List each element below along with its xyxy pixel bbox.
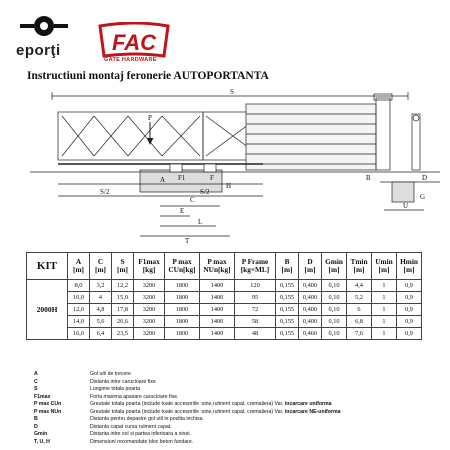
label-C: C: [190, 196, 195, 204]
label-F1: F1: [178, 174, 186, 182]
label-U: U: [403, 202, 409, 210]
legend-item: P max NUn Greutate totala poarta (include toate accesoriile :sine,rulment capat, cremaliera) Var. incarcare NE-uniforma: [34, 408, 341, 415]
label-E: E: [180, 207, 185, 215]
table-row: 16,0 6,4 23,5 3200 1800 1400 48 0,155 0,460 0,10 7,6 1 0,9: [27, 328, 422, 340]
kit-cell: 2000H: [27, 280, 68, 340]
legend-item: B Distanta pentru depasire gol util in pozitia inchisa: [34, 416, 203, 422]
header-hmin: Hmin [m]: [397, 253, 422, 280]
label-P: P: [148, 114, 152, 122]
page-title: Instructiuni montaj feronerie AUTOPORTANTA: [27, 70, 269, 82]
legend-item: C Distanta intre carucioare fixe: [34, 378, 156, 385]
header-B: B [m]: [276, 253, 299, 280]
fac-tagline: GATE HARDWARE: [104, 57, 157, 63]
table-row: 2000H 8,0 3,2 12,2 3200 1800 1400 120 0,155 0,400 0,10 4,4 1 0,9: [27, 280, 422, 292]
label-F: F: [210, 174, 214, 182]
header-D: D [m]: [299, 253, 322, 280]
gate-technical-drawing: [20, 84, 440, 244]
legend-item: F1max Forta maxima apasare carucioare fixe.: [34, 393, 179, 400]
table-row: 10,0 4 15,0 3200 1800 1400 95 0,155 0,400 0,10 5,2 1 0,9: [27, 292, 422, 304]
label-H: H: [226, 182, 232, 190]
table-row: 14,0 5,6 20,6 3200 1800 1400 58 0,155 0,400 0,10 6,8 1 0,9: [27, 316, 422, 328]
legend-item: D Distanta capat cursa rulment capat.: [34, 423, 172, 430]
table-body: [27, 280, 422, 340]
label-S: S: [230, 88, 234, 96]
header-A: A [m]: [68, 253, 90, 280]
header-gmin: Gmin [m]: [322, 253, 347, 280]
fac-logo-text: FAC: [112, 30, 156, 55]
legend: [34, 371, 340, 446]
legend-item: Gmin Distanta intre sol si partea inferioara a sinei.: [34, 431, 191, 437]
header-S: S [m]: [112, 253, 134, 280]
legend-item: S Lungime totala poarta: [34, 386, 141, 392]
header-kit: KIT: [27, 253, 68, 280]
label-D: D: [422, 174, 428, 182]
eporti-wordmark: eporţi: [16, 42, 61, 59]
header-umin: Umin [m]: [372, 253, 397, 280]
legend-item: P max CUn Greutate totala poarta (include toate accesoriile :sine,rulment capat, cremaliera) Var. incarcare uniforma: [34, 401, 332, 407]
header-pframe: P Frame [kg×ML]: [235, 253, 276, 280]
header-F1max: F1max [kg]: [134, 253, 165, 280]
header-pmax-nun: P max NUn[kg]: [200, 253, 235, 280]
label-S2-left: S/2: [100, 188, 110, 196]
header-pmax-cun: P max CUn[kg]: [165, 253, 200, 280]
table-row: 12,0 4,8 17,8 3200 1800 1400 72 0,155 0,400 0,10 6 1 0,9: [27, 304, 422, 316]
table-header-row: [27, 253, 422, 280]
header-tmin: Tmin [m]: [347, 253, 372, 280]
label-L: L: [198, 218, 203, 226]
specs-table: [26, 252, 422, 340]
label-A: A: [160, 176, 166, 184]
legend-item: T, U, H Dimensiuni recomandate bloc beton fundare.: [34, 438, 194, 445]
label-S2-right: S/2: [200, 188, 210, 196]
legend-item: A Gol util de trecere: [34, 371, 131, 377]
label-G: G: [420, 193, 426, 201]
label-B: B: [366, 174, 371, 182]
label-T: T: [185, 237, 190, 244]
header-C: C [m]: [90, 253, 112, 280]
